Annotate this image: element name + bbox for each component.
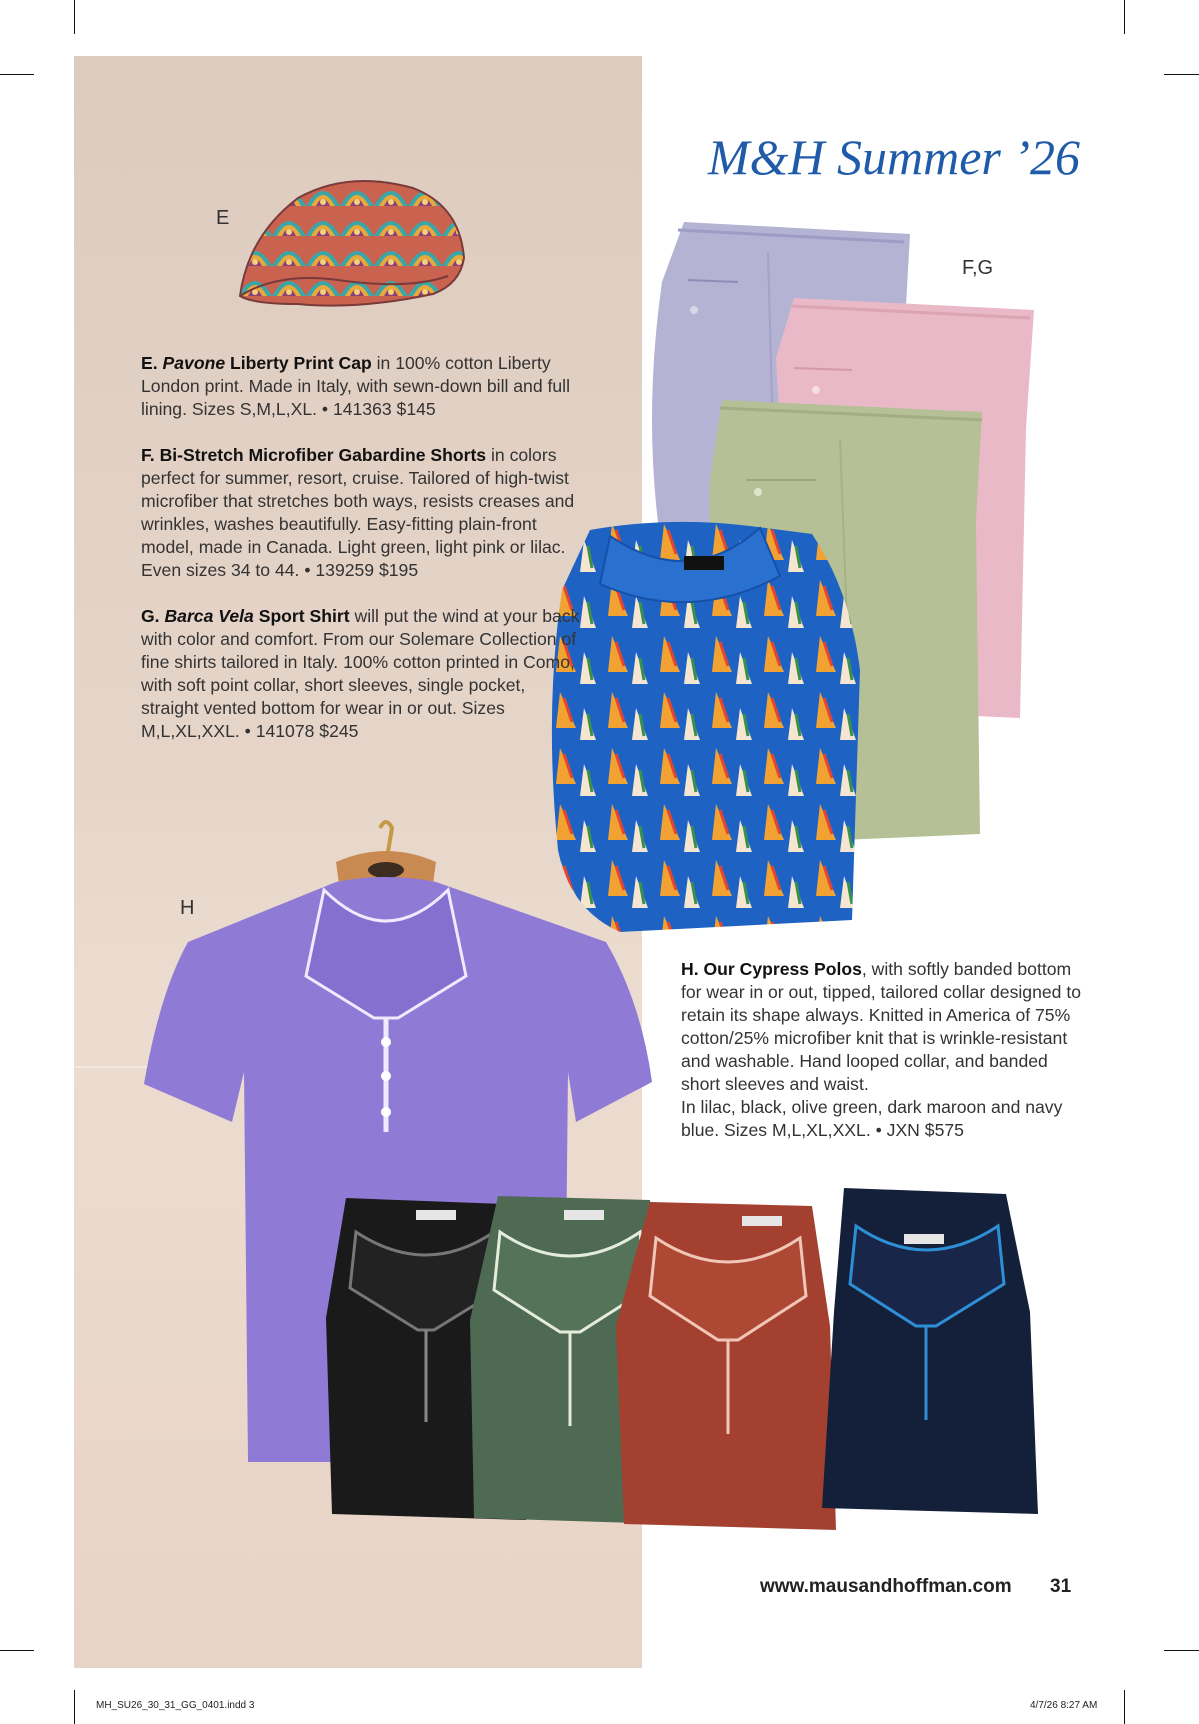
- product-e-body: in 100% cotton Liberty London print. Made in Italy, with sewn-down bill and full lining. Sizes S,M,L,XL. • 141363 $145: [141, 353, 571, 419]
- product-f-description: [141, 444, 581, 582]
- page-title: M&H Summer ’26: [707, 129, 1080, 185]
- product-e-description: [141, 352, 581, 421]
- crop-mark: [1164, 74, 1199, 75]
- product-f-name: F. Bi-Stretch Microfiber Gabardine Shorts: [141, 445, 487, 465]
- label-h: H: [180, 897, 195, 919]
- product-h-description: [681, 958, 1081, 1142]
- label-e: E: [216, 207, 230, 229]
- product-f-body: in colors perfect for summer, resort, cruise. Tailored of high-twist microfiber that stretches both ways, resists creases and wrinkles, washes beautifully. Easy-fitting plain-front model, made in Canada. Light green, light pink or lilac. Even sizes 34 to 44. • 139259 $195: [141, 445, 575, 580]
- product-copy-column: [141, 352, 581, 743]
- crop-mark: [1124, 0, 1125, 34]
- crop-mark: [74, 0, 75, 34]
- product-h-name: H. Our Cypress Polos: [681, 959, 862, 979]
- liberty-print-cap-image: [238, 176, 478, 311]
- product-e-name-italic: Pavone: [162, 353, 226, 373]
- product-g-name: Sport Shirt: [258, 606, 350, 626]
- print-slug-timestamp: 4/7/26 8:27 AM: [1030, 1700, 1098, 1711]
- product-e-name: Liberty Print Cap: [230, 353, 372, 373]
- crop-mark: [1124, 1690, 1125, 1724]
- product-g-body: will put the wind at your back with color and comfort. From our Solemare Collection of fine shirts tailored in Italy. 100% cotton printed in Como, with soft point collar, short sleeves, single pocket, straight vented bottom for wear in or out. Sizes M,L,XL,XXL. • 141078 $245: [141, 606, 580, 741]
- crop-mark: [0, 74, 34, 75]
- product-h-body-2: In lilac, black, olive green, dark maroon and navy blue. Sizes M,L,XL,XXL. • JXN $575: [681, 1097, 1063, 1140]
- maroon-polo-image: [616, 1202, 836, 1530]
- crop-mark: [0, 1650, 34, 1651]
- navy-polo-image: [822, 1188, 1042, 1514]
- label-fg: F,G: [962, 257, 994, 279]
- product-g-letter: G.: [141, 606, 160, 626]
- page-number: 31: [1050, 1576, 1072, 1597]
- crop-mark: [74, 1690, 75, 1724]
- print-slug-filename: MH_SU26_30_31_GG_0401.indd 3: [96, 1700, 255, 1711]
- product-g-description: [141, 605, 581, 743]
- product-h-body: , with softly banded bottom for wear in or out, tipped, tailored collar designed to retain its shape always. Knitted in America of 75% cotton/25% microfiber knit that is wrinkle-resistant and washable. Hand looped collar, and banded short sleeves and waist.: [681, 959, 1082, 1094]
- website-url[interactable]: www.mausandhoffman.com: [760, 1576, 1012, 1597]
- crop-mark: [1164, 1650, 1199, 1651]
- product-g-name-italic: Barca Vela: [164, 606, 254, 626]
- product-e-letter: E.: [141, 353, 158, 373]
